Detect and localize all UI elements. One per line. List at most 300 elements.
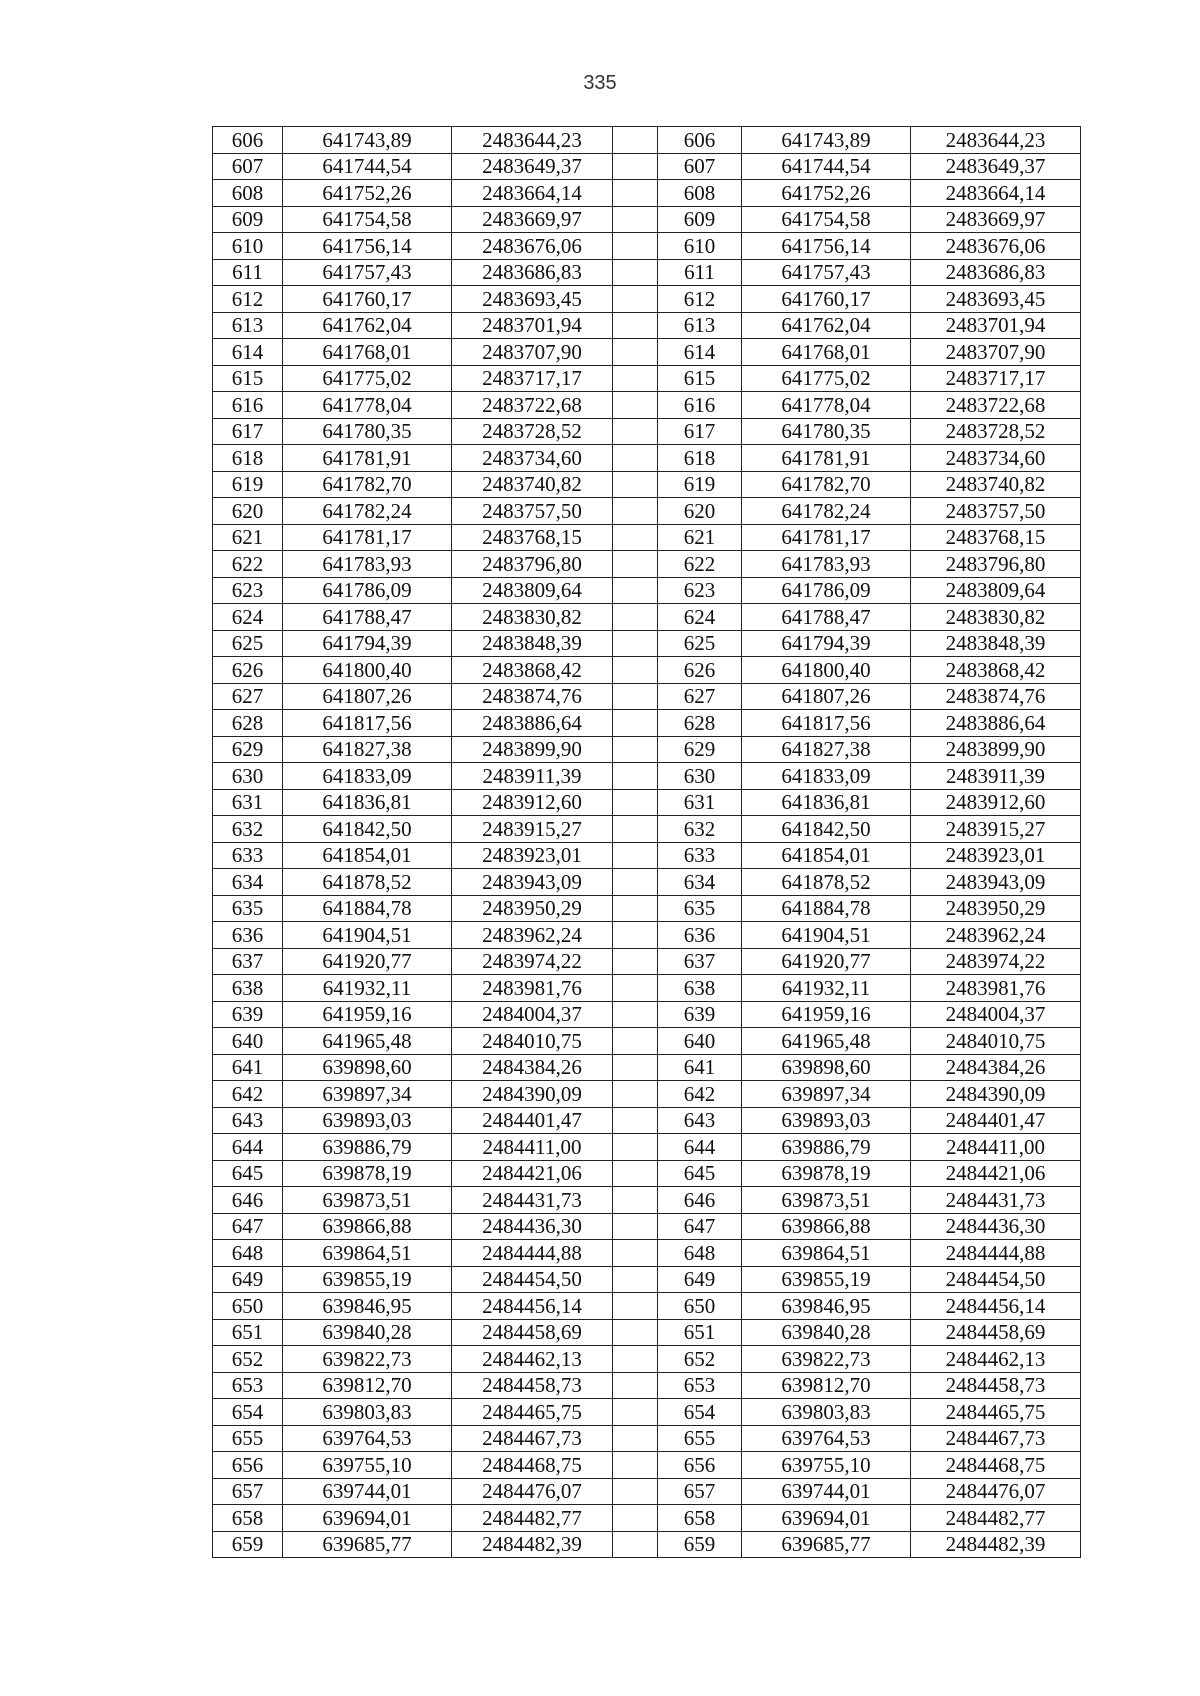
right-point-number-cell: 648 (658, 1240, 742, 1267)
left-y-coordinate-cell: 2484010,75 (452, 1028, 613, 1055)
right-y-coordinate-cell: 2484454,50 (911, 1266, 1081, 1293)
left-x-coordinate-cell: 641757,43 (283, 259, 452, 286)
right-point-number-cell: 625 (658, 630, 742, 657)
left-point-number-cell: 619 (213, 471, 283, 498)
left-point-number-cell: 649 (213, 1266, 283, 1293)
table-row (213, 683, 1081, 710)
right-point-number-cell: 638 (658, 975, 742, 1002)
right-point-number-cell: 649 (658, 1266, 742, 1293)
right-point-number-cell: 652 (658, 1346, 742, 1373)
left-point-number-cell: 624 (213, 604, 283, 631)
left-point-number-cell: 623 (213, 577, 283, 604)
separator-cell (613, 922, 658, 949)
left-point-number-cell: 611 (213, 259, 283, 286)
right-point-number-cell: 622 (658, 551, 742, 578)
right-point-number-cell: 608 (658, 180, 742, 207)
separator-cell (613, 1107, 658, 1134)
separator-cell (613, 524, 658, 551)
left-point-number-cell: 637 (213, 948, 283, 975)
table-row (213, 1478, 1081, 1505)
right-point-number-cell: 654 (658, 1399, 742, 1426)
separator-cell (613, 1452, 658, 1479)
table-row (213, 1319, 1081, 1346)
left-x-coordinate-cell: 641800,40 (283, 657, 452, 684)
right-x-coordinate-cell: 639897,34 (742, 1081, 911, 1108)
separator-cell (613, 1001, 658, 1028)
left-y-coordinate-cell: 2484004,37 (452, 1001, 613, 1028)
table-row (213, 1346, 1081, 1373)
left-point-number-cell: 626 (213, 657, 283, 684)
left-y-coordinate-cell: 2484462,13 (452, 1346, 613, 1373)
left-point-number-cell: 613 (213, 312, 283, 339)
right-x-coordinate-cell: 641778,04 (742, 392, 911, 419)
left-x-coordinate-cell: 641836,81 (283, 789, 452, 816)
separator-cell (613, 1187, 658, 1214)
left-point-number-cell: 653 (213, 1372, 283, 1399)
separator-cell (613, 869, 658, 896)
left-x-coordinate-cell: 641781,17 (283, 524, 452, 551)
right-y-coordinate-cell: 2483874,76 (911, 683, 1081, 710)
left-x-coordinate-cell: 641752,26 (283, 180, 452, 207)
table-row (213, 1452, 1081, 1479)
left-y-coordinate-cell: 2484458,69 (452, 1319, 613, 1346)
table-row (213, 1081, 1081, 1108)
left-x-coordinate-cell: 641827,38 (283, 736, 452, 763)
right-y-coordinate-cell: 2483686,83 (911, 259, 1081, 286)
left-x-coordinate-cell: 641754,58 (283, 206, 452, 233)
right-y-coordinate-cell: 2484482,39 (911, 1531, 1081, 1558)
left-point-number-cell: 616 (213, 392, 283, 419)
right-y-coordinate-cell: 2483886,64 (911, 710, 1081, 737)
right-x-coordinate-cell: 641760,17 (742, 286, 911, 313)
table-row (213, 1425, 1081, 1452)
table-row (213, 206, 1081, 233)
right-x-coordinate-cell: 641920,77 (742, 948, 911, 975)
left-point-number-cell: 639 (213, 1001, 283, 1028)
table-row (213, 789, 1081, 816)
left-point-number-cell: 634 (213, 869, 283, 896)
separator-cell (613, 1346, 658, 1373)
left-x-coordinate-cell: 639764,53 (283, 1425, 452, 1452)
table-row (213, 551, 1081, 578)
right-y-coordinate-cell: 2484458,73 (911, 1372, 1081, 1399)
right-x-coordinate-cell: 639846,95 (742, 1293, 911, 1320)
left-point-number-cell: 652 (213, 1346, 283, 1373)
left-y-coordinate-cell: 2484465,75 (452, 1399, 613, 1426)
right-y-coordinate-cell: 2483830,82 (911, 604, 1081, 631)
left-point-number-cell: 632 (213, 816, 283, 843)
left-y-coordinate-cell: 2483669,97 (452, 206, 613, 233)
right-point-number-cell: 613 (658, 312, 742, 339)
left-y-coordinate-cell: 2484476,07 (452, 1478, 613, 1505)
right-y-coordinate-cell: 2483768,15 (911, 524, 1081, 551)
right-point-number-cell: 607 (658, 153, 742, 180)
right-y-coordinate-cell: 2483848,39 (911, 630, 1081, 657)
left-point-number-cell: 659 (213, 1531, 283, 1558)
left-point-number-cell: 636 (213, 922, 283, 949)
left-x-coordinate-cell: 641781,91 (283, 445, 452, 472)
separator-cell (613, 1054, 658, 1081)
right-point-number-cell: 614 (658, 339, 742, 366)
right-y-coordinate-cell: 2484468,75 (911, 1452, 1081, 1479)
right-point-number-cell: 627 (658, 683, 742, 710)
table-row (213, 1028, 1081, 1055)
right-y-coordinate-cell: 2484465,75 (911, 1399, 1081, 1426)
left-point-number-cell: 606 (213, 127, 283, 154)
separator-cell (613, 895, 658, 922)
left-x-coordinate-cell: 641756,14 (283, 233, 452, 260)
right-x-coordinate-cell: 641786,09 (742, 577, 911, 604)
left-y-coordinate-cell: 2483676,06 (452, 233, 613, 260)
right-y-coordinate-cell: 2484467,73 (911, 1425, 1081, 1452)
right-point-number-cell: 633 (658, 842, 742, 869)
left-point-number-cell: 618 (213, 445, 283, 472)
right-x-coordinate-cell: 641752,26 (742, 180, 911, 207)
right-x-coordinate-cell: 641775,02 (742, 365, 911, 392)
table-row (213, 127, 1081, 154)
right-y-coordinate-cell: 2483707,90 (911, 339, 1081, 366)
left-x-coordinate-cell: 641786,09 (283, 577, 452, 604)
left-x-coordinate-cell: 641794,39 (283, 630, 452, 657)
left-x-coordinate-cell: 639812,70 (283, 1372, 452, 1399)
left-x-coordinate-cell: 641965,48 (283, 1028, 452, 1055)
left-y-coordinate-cell: 2483943,09 (452, 869, 613, 896)
separator-cell (613, 842, 658, 869)
right-point-number-cell: 619 (658, 471, 742, 498)
left-x-coordinate-cell: 641807,26 (283, 683, 452, 710)
left-y-coordinate-cell: 2484431,73 (452, 1187, 613, 1214)
left-x-coordinate-cell: 641817,56 (283, 710, 452, 737)
right-y-coordinate-cell: 2484004,37 (911, 1001, 1081, 1028)
right-point-number-cell: 623 (658, 577, 742, 604)
right-x-coordinate-cell: 639873,51 (742, 1187, 911, 1214)
left-point-number-cell: 622 (213, 551, 283, 578)
right-point-number-cell: 639 (658, 1001, 742, 1028)
separator-cell (613, 1213, 658, 1240)
left-x-coordinate-cell: 639840,28 (283, 1319, 452, 1346)
left-x-coordinate-cell: 639878,19 (283, 1160, 452, 1187)
right-y-coordinate-cell: 2483943,09 (911, 869, 1081, 896)
left-point-number-cell: 655 (213, 1425, 283, 1452)
left-point-number-cell: 658 (213, 1505, 283, 1532)
table-row (213, 524, 1081, 551)
right-y-coordinate-cell: 2483950,29 (911, 895, 1081, 922)
separator-cell (613, 180, 658, 207)
right-x-coordinate-cell: 641836,81 (742, 789, 911, 816)
left-x-coordinate-cell: 639886,79 (283, 1134, 452, 1161)
table-row (213, 842, 1081, 869)
separator-cell (613, 471, 658, 498)
left-y-coordinate-cell: 2483649,37 (452, 153, 613, 180)
separator-cell (613, 630, 658, 657)
left-point-number-cell: 646 (213, 1187, 283, 1214)
left-point-number-cell: 648 (213, 1240, 283, 1267)
right-point-number-cell: 617 (658, 418, 742, 445)
separator-cell (613, 1293, 658, 1320)
separator-cell (613, 657, 658, 684)
right-x-coordinate-cell: 639812,70 (742, 1372, 911, 1399)
table-row (213, 710, 1081, 737)
left-y-coordinate-cell: 2483664,14 (452, 180, 613, 207)
right-y-coordinate-cell: 2483912,60 (911, 789, 1081, 816)
table-row (213, 922, 1081, 949)
separator-cell (613, 683, 658, 710)
right-x-coordinate-cell: 639803,83 (742, 1399, 911, 1426)
separator-cell (613, 1134, 658, 1161)
right-x-coordinate-cell: 639694,01 (742, 1505, 911, 1532)
right-x-coordinate-cell: 639744,01 (742, 1478, 911, 1505)
left-point-number-cell: 650 (213, 1293, 283, 1320)
right-y-coordinate-cell: 2483734,60 (911, 445, 1081, 472)
left-point-number-cell: 644 (213, 1134, 283, 1161)
right-point-number-cell: 615 (658, 365, 742, 392)
left-y-coordinate-cell: 2483734,60 (452, 445, 613, 472)
table-row (213, 1293, 1081, 1320)
left-y-coordinate-cell: 2484390,09 (452, 1081, 613, 1108)
right-point-number-cell: 644 (658, 1134, 742, 1161)
separator-cell (613, 1266, 658, 1293)
separator-cell (613, 365, 658, 392)
table-row (213, 948, 1081, 975)
left-point-number-cell: 608 (213, 180, 283, 207)
right-y-coordinate-cell: 2483911,39 (911, 763, 1081, 790)
table-row (213, 392, 1081, 419)
left-y-coordinate-cell: 2484401,47 (452, 1107, 613, 1134)
right-point-number-cell: 653 (658, 1372, 742, 1399)
right-x-coordinate-cell: 639685,77 (742, 1531, 911, 1558)
separator-cell (613, 1081, 658, 1108)
left-point-number-cell: 657 (213, 1478, 283, 1505)
left-y-coordinate-cell: 2483886,64 (452, 710, 613, 737)
right-y-coordinate-cell: 2484462,13 (911, 1346, 1081, 1373)
coordinates-table (212, 126, 1081, 1558)
right-point-number-cell: 610 (658, 233, 742, 260)
right-y-coordinate-cell: 2483676,06 (911, 233, 1081, 260)
right-x-coordinate-cell: 641794,39 (742, 630, 911, 657)
table-row (213, 869, 1081, 896)
table-row (213, 1001, 1081, 1028)
right-y-coordinate-cell: 2483923,01 (911, 842, 1081, 869)
right-point-number-cell: 637 (658, 948, 742, 975)
left-y-coordinate-cell: 2484454,50 (452, 1266, 613, 1293)
left-x-coordinate-cell: 641760,17 (283, 286, 452, 313)
left-point-number-cell: 612 (213, 286, 283, 313)
right-point-number-cell: 636 (658, 922, 742, 949)
right-y-coordinate-cell: 2483757,50 (911, 498, 1081, 525)
left-x-coordinate-cell: 641932,11 (283, 975, 452, 1002)
table-row (213, 365, 1081, 392)
left-point-number-cell: 628 (213, 710, 283, 737)
left-point-number-cell: 643 (213, 1107, 283, 1134)
separator-cell (613, 233, 658, 260)
left-y-coordinate-cell: 2483981,76 (452, 975, 613, 1002)
left-x-coordinate-cell: 641788,47 (283, 604, 452, 631)
left-point-number-cell: 633 (213, 842, 283, 869)
left-x-coordinate-cell: 641833,09 (283, 763, 452, 790)
separator-cell (613, 1160, 658, 1187)
left-y-coordinate-cell: 2483923,01 (452, 842, 613, 869)
left-x-coordinate-cell: 639846,95 (283, 1293, 452, 1320)
right-x-coordinate-cell: 639886,79 (742, 1134, 911, 1161)
separator-cell (613, 1505, 658, 1532)
separator-cell (613, 736, 658, 763)
separator-cell (613, 551, 658, 578)
left-x-coordinate-cell: 639864,51 (283, 1240, 452, 1267)
left-point-number-cell: 615 (213, 365, 283, 392)
left-x-coordinate-cell: 641768,01 (283, 339, 452, 366)
left-y-coordinate-cell: 2483868,42 (452, 657, 613, 684)
left-point-number-cell: 654 (213, 1399, 283, 1426)
left-y-coordinate-cell: 2483830,82 (452, 604, 613, 631)
left-point-number-cell: 651 (213, 1319, 283, 1346)
right-point-number-cell: 612 (658, 286, 742, 313)
right-point-number-cell: 626 (658, 657, 742, 684)
left-x-coordinate-cell: 639803,83 (283, 1399, 452, 1426)
left-y-coordinate-cell: 2484436,30 (452, 1213, 613, 1240)
left-y-coordinate-cell: 2483912,60 (452, 789, 613, 816)
separator-cell (613, 127, 658, 154)
right-x-coordinate-cell: 639893,03 (742, 1107, 911, 1134)
table-row (213, 180, 1081, 207)
right-y-coordinate-cell: 2483740,82 (911, 471, 1081, 498)
table-row (213, 1187, 1081, 1214)
left-y-coordinate-cell: 2484467,73 (452, 1425, 613, 1452)
table-row (213, 233, 1081, 260)
right-x-coordinate-cell: 639840,28 (742, 1319, 911, 1346)
right-x-coordinate-cell: 639822,73 (742, 1346, 911, 1373)
right-x-coordinate-cell: 641768,01 (742, 339, 911, 366)
separator-cell (613, 206, 658, 233)
left-x-coordinate-cell: 639893,03 (283, 1107, 452, 1134)
right-point-number-cell: 631 (658, 789, 742, 816)
left-y-coordinate-cell: 2484482,77 (452, 1505, 613, 1532)
right-x-coordinate-cell: 641965,48 (742, 1028, 911, 1055)
right-y-coordinate-cell: 2483717,17 (911, 365, 1081, 392)
table-row (213, 736, 1081, 763)
table-row (213, 1266, 1081, 1293)
separator-cell (613, 1372, 658, 1399)
right-point-number-cell: 656 (658, 1452, 742, 1479)
right-point-number-cell: 635 (658, 895, 742, 922)
right-y-coordinate-cell: 2484444,88 (911, 1240, 1081, 1267)
table-row (213, 286, 1081, 313)
table-row (213, 153, 1081, 180)
separator-cell (613, 1531, 658, 1558)
left-y-coordinate-cell: 2484384,26 (452, 1054, 613, 1081)
separator-cell (613, 763, 658, 790)
right-x-coordinate-cell: 641744,54 (742, 153, 911, 180)
table-row (213, 1531, 1081, 1558)
table-row (213, 1054, 1081, 1081)
separator-cell (613, 1319, 658, 1346)
right-point-number-cell: 645 (658, 1160, 742, 1187)
right-point-number-cell: 620 (658, 498, 742, 525)
left-x-coordinate-cell: 641744,54 (283, 153, 452, 180)
right-x-coordinate-cell: 641842,50 (742, 816, 911, 843)
right-point-number-cell: 658 (658, 1505, 742, 1532)
right-x-coordinate-cell: 641762,04 (742, 312, 911, 339)
separator-cell (613, 312, 658, 339)
right-point-number-cell: 655 (658, 1425, 742, 1452)
left-y-coordinate-cell: 2483911,39 (452, 763, 613, 790)
page-number: 335 (583, 72, 617, 94)
right-x-coordinate-cell: 641932,11 (742, 975, 911, 1002)
right-y-coordinate-cell: 2483701,94 (911, 312, 1081, 339)
left-y-coordinate-cell: 2483809,64 (452, 577, 613, 604)
right-x-coordinate-cell: 641800,40 (742, 657, 911, 684)
right-point-number-cell: 642 (658, 1081, 742, 1108)
left-point-number-cell: 617 (213, 418, 283, 445)
right-y-coordinate-cell: 2483981,76 (911, 975, 1081, 1002)
right-point-number-cell: 621 (658, 524, 742, 551)
right-y-coordinate-cell: 2483899,90 (911, 736, 1081, 763)
left-y-coordinate-cell: 2483707,90 (452, 339, 613, 366)
table-row (213, 1160, 1081, 1187)
table-row (213, 471, 1081, 498)
left-point-number-cell: 642 (213, 1081, 283, 1108)
right-x-coordinate-cell: 641782,24 (742, 498, 911, 525)
right-x-coordinate-cell: 639878,19 (742, 1160, 911, 1187)
right-x-coordinate-cell: 641743,89 (742, 127, 911, 154)
right-x-coordinate-cell: 641788,47 (742, 604, 911, 631)
separator-cell (613, 1240, 658, 1267)
table-row (213, 1399, 1081, 1426)
table-row (213, 975, 1081, 1002)
table-row (213, 445, 1081, 472)
separator-cell (613, 1399, 658, 1426)
right-y-coordinate-cell: 2483962,24 (911, 922, 1081, 949)
separator-cell (613, 1425, 658, 1452)
table-row (213, 339, 1081, 366)
table-row (213, 418, 1081, 445)
left-point-number-cell: 647 (213, 1213, 283, 1240)
right-x-coordinate-cell: 641959,16 (742, 1001, 911, 1028)
right-y-coordinate-cell: 2484010,75 (911, 1028, 1081, 1055)
left-y-coordinate-cell: 2484421,06 (452, 1160, 613, 1187)
left-x-coordinate-cell: 641959,16 (283, 1001, 452, 1028)
separator-cell (613, 604, 658, 631)
left-y-coordinate-cell: 2483915,27 (452, 816, 613, 843)
right-point-number-cell: 647 (658, 1213, 742, 1240)
left-y-coordinate-cell: 2484411,00 (452, 1134, 613, 1161)
left-y-coordinate-cell: 2484468,75 (452, 1452, 613, 1479)
separator-cell (613, 789, 658, 816)
left-y-coordinate-cell: 2483962,24 (452, 922, 613, 949)
right-x-coordinate-cell: 641782,70 (742, 471, 911, 498)
right-point-number-cell: 632 (658, 816, 742, 843)
left-x-coordinate-cell: 639694,01 (283, 1505, 452, 1532)
left-y-coordinate-cell: 2483848,39 (452, 630, 613, 657)
right-y-coordinate-cell: 2483722,68 (911, 392, 1081, 419)
right-y-coordinate-cell: 2483796,80 (911, 551, 1081, 578)
left-point-number-cell: 609 (213, 206, 283, 233)
right-x-coordinate-cell: 639855,19 (742, 1266, 911, 1293)
left-point-number-cell: 614 (213, 339, 283, 366)
left-x-coordinate-cell: 639897,34 (283, 1081, 452, 1108)
right-point-number-cell: 629 (658, 736, 742, 763)
right-point-number-cell: 616 (658, 392, 742, 419)
right-point-number-cell: 630 (658, 763, 742, 790)
right-point-number-cell: 657 (658, 1478, 742, 1505)
right-y-coordinate-cell: 2483809,64 (911, 577, 1081, 604)
table-body (213, 127, 1081, 1558)
table-row (213, 604, 1081, 631)
left-y-coordinate-cell: 2483701,94 (452, 312, 613, 339)
left-y-coordinate-cell: 2483874,76 (452, 683, 613, 710)
right-point-number-cell: 641 (658, 1054, 742, 1081)
right-point-number-cell: 634 (658, 869, 742, 896)
table-row (213, 763, 1081, 790)
